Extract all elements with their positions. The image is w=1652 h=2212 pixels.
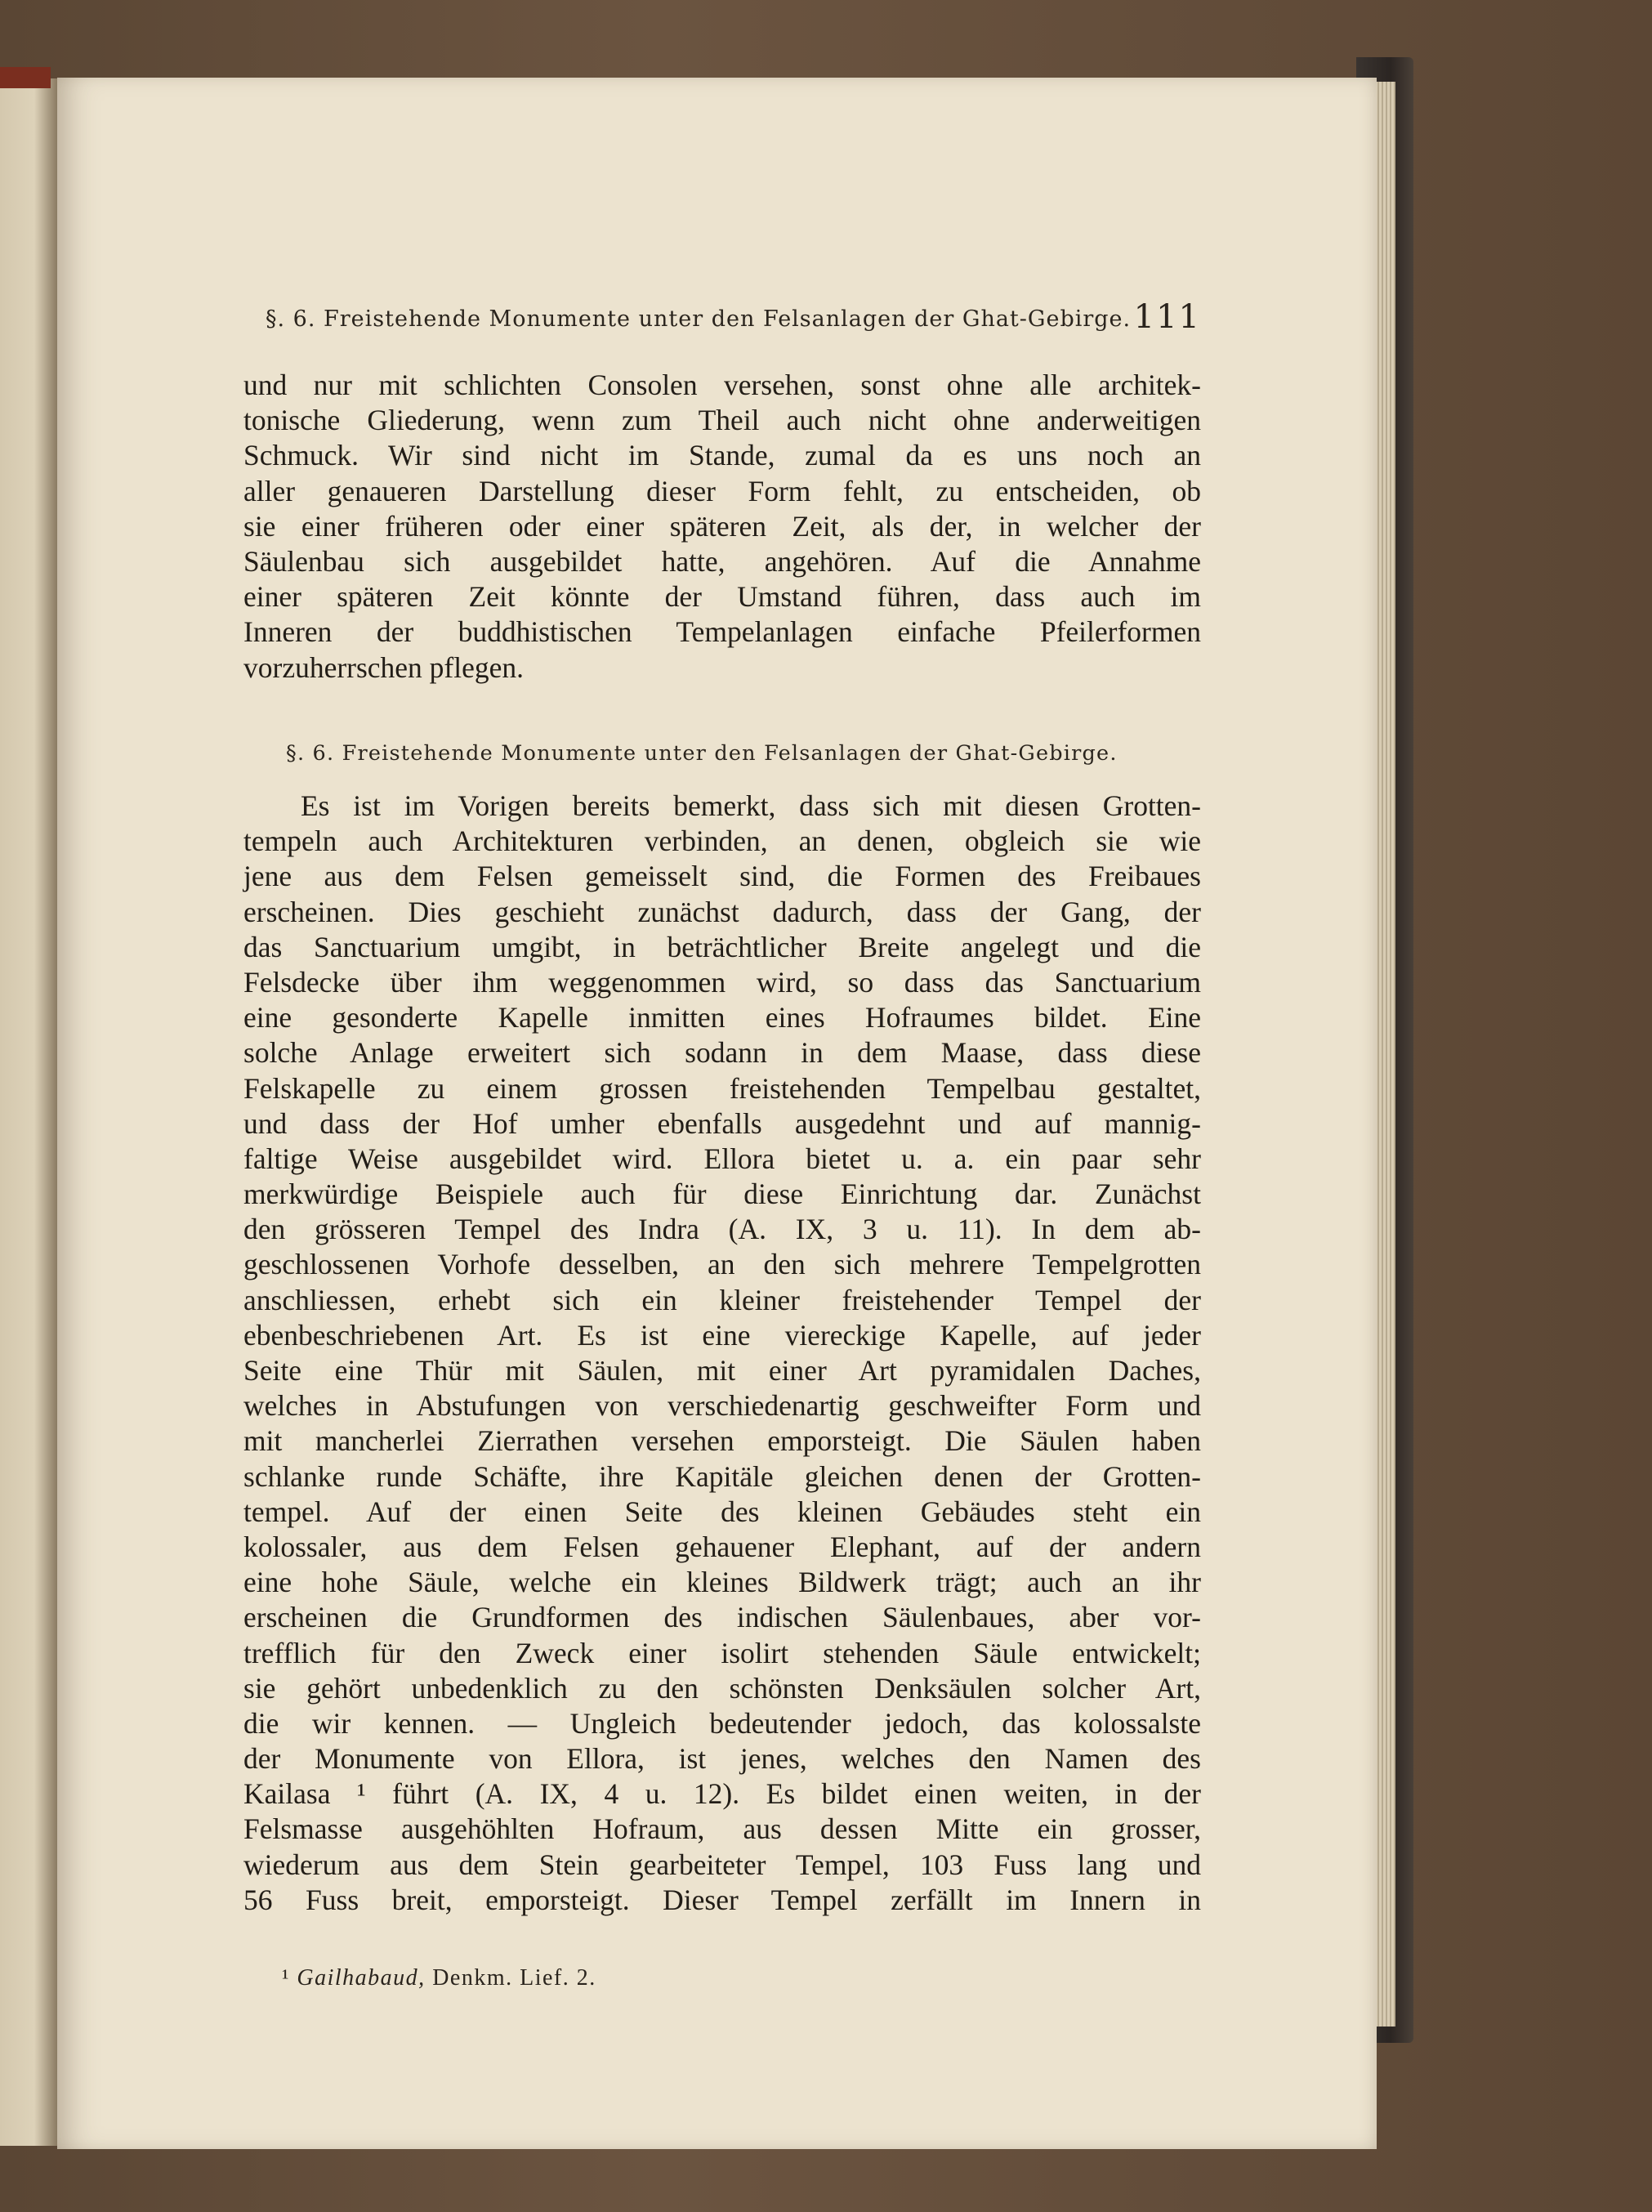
- text-line: Schmuck. Wir sind nicht im Stande, zumal da es uns noch an: [243, 439, 1201, 472]
- running-head: [266, 298, 1201, 336]
- text-line: der Monumente von Ellora, ist jenes, welches den Namen des: [243, 1742, 1201, 1776]
- footnote: [282, 1965, 596, 1991]
- text-line: eine gesonderte Kapelle inmitten eines Hofraumes bildet. Eine: [243, 1001, 1201, 1035]
- text-line: tonische Gliederung, wenn zum Theil auch nicht ohne anderweitigen: [243, 404, 1201, 437]
- running-head-title: §. 6. Freistehende Monumente unter den Felsanlagen der Ghat-Gebirge.: [266, 306, 1132, 332]
- text-line: einer späteren Zeit könnte der Umstand führen, dass auch im: [243, 580, 1201, 614]
- text-line: tempeln auch Architekturen verbinden, an denen, obgleich sie wie: [243, 824, 1201, 858]
- text-line: faltige Weise ausgebildet wird. Ellora bietet u. a. ein paar sehr: [243, 1142, 1201, 1175]
- text-line: 56 Fuss breit, emporsteigt. Dieser Tempel zerfällt im Innern in: [243, 1883, 1201, 1916]
- text-line: die wir kennen. — Ungleich bedeutender jedoch, das kolossalste: [243, 1706, 1201, 1740]
- cover-corner: [0, 67, 51, 88]
- text-line: mit mancherlei Zierrathen versehen emporsteigt. Die Säulen haben: [243, 1424, 1201, 1458]
- text-line: vorzuherrschen pflegen.: [243, 650, 525, 684]
- text-line: und dass der Hof umher ebenfalls ausgedehnt und auf mannig-: [243, 1106, 1201, 1140]
- section-heading: §. 6. Freistehende Monumente unter den Felsanlagen der Ghat-Gebirge.: [286, 741, 1118, 766]
- text-line: erscheinen die Grundformen des indischen Säulenbaues, aber vor-: [243, 1601, 1201, 1634]
- paragraph-continuation: [243, 368, 1201, 686]
- text-line: Felskapelle zu einem grossen freistehenden Tempelbau gestaltet,: [243, 1071, 1201, 1105]
- text-line: das Sanctuarium umgibt, in beträchtlicher Breite angelegt und die: [243, 930, 1201, 963]
- text-line: schlanke runde Schäfte, ihre Kapitäle gleichen denen der Grotten-: [243, 1459, 1201, 1493]
- text-line: aller genaueren Darstellung dieser Form fehlt, zu entscheiden, ob: [243, 474, 1201, 507]
- text-line: welches in Abstufungen von verschiedenartig geschweifter Form und: [243, 1389, 1201, 1423]
- footnote-author: Gailhabaud,: [297, 1965, 426, 1991]
- text-line: tempel. Auf der einen Seite des kleinen Gebäudes steht ein: [243, 1495, 1201, 1528]
- text-line: kolossaler, aus dem Felsen gehauener Elephant, auf der andern: [243, 1530, 1201, 1563]
- text-line: Es ist im Vorigen bereits bemerkt, dass sich mit diesen Grotten-: [301, 789, 1201, 822]
- footnote-marker: ¹: [282, 1965, 290, 1991]
- text-line: und nur mit schlichten Consolen versehen, sonst ohne alle architek-: [243, 369, 1201, 401]
- text-line: Seite eine Thür mit Säulen, mit einer Art pyramidalen Daches,: [243, 1354, 1201, 1387]
- book-page: [57, 78, 1377, 2149]
- footnote-reference: Denkm. Lief. 2.: [432, 1965, 596, 1991]
- text-line: jene aus dem Felsen gemeisselt sind, die Formen des Freibaues: [243, 860, 1201, 893]
- paragraph-main: [243, 789, 1201, 1918]
- text-line: Felsdecke über ihm weggenommen wird, so dass das Sanctuarium: [243, 965, 1201, 999]
- left-page-edge: [0, 78, 57, 2146]
- text-line: Felsmasse ausgehöhlten Hofraum, aus dessen Mitte ein grosser,: [243, 1812, 1201, 1846]
- text-line: eine hohe Säule, welche ein kleines Bildwerk trägt; auch an ihr: [243, 1566, 1201, 1599]
- text-line: Kailasa ¹ führt (A. IX, 4 u. 12). Es bildet einen weiten, in der: [243, 1777, 1201, 1811]
- text-line: geschlossenen Vorhofe desselben, an den sich mehrere Tempelgrotten: [243, 1248, 1201, 1281]
- text-line: trefflich für den Zweck einer isolirt stehenden Säule entwickelt;: [243, 1636, 1201, 1669]
- page-number: 111: [1133, 298, 1201, 336]
- text-line: sie gehört unbedenklich zu den schönsten Denksäulen solcher Art,: [243, 1671, 1201, 1705]
- text-line: anschliessen, erhebt sich ein kleiner freistehender Tempel der: [243, 1283, 1201, 1316]
- text-line: den grösseren Tempel des Indra (A. IX, 3 u. 11). In dem ab-: [243, 1213, 1201, 1246]
- text-line: erscheinen. Dies geschieht zunächst dadurch, dass der Gang, der: [243, 895, 1201, 928]
- text-line: solche Anlage erweitert sich sodann in dem Maase, dass diese: [243, 1036, 1201, 1070]
- text-line: Säulenbau sich ausgebildet hatte, angehören. Auf die Annahme: [243, 544, 1201, 578]
- text-line: wiederum aus dem Stein gearbeiteter Tempel, 103 Fuss lang und: [243, 1848, 1201, 1881]
- text-line: Inneren der buddhistischen Tempelanlagen einfache Pfeilerformen: [243, 615, 1201, 649]
- text-line: merkwürdige Beispiele auch für diese Einrichtung dar. Zunächst: [243, 1177, 1201, 1211]
- text-line: sie einer früheren oder einer späteren Zeit, als der, in welcher der: [243, 509, 1201, 543]
- text-line: ebenbeschriebenen Art. Es ist eine viereckige Kapelle, auf jeder: [243, 1318, 1201, 1352]
